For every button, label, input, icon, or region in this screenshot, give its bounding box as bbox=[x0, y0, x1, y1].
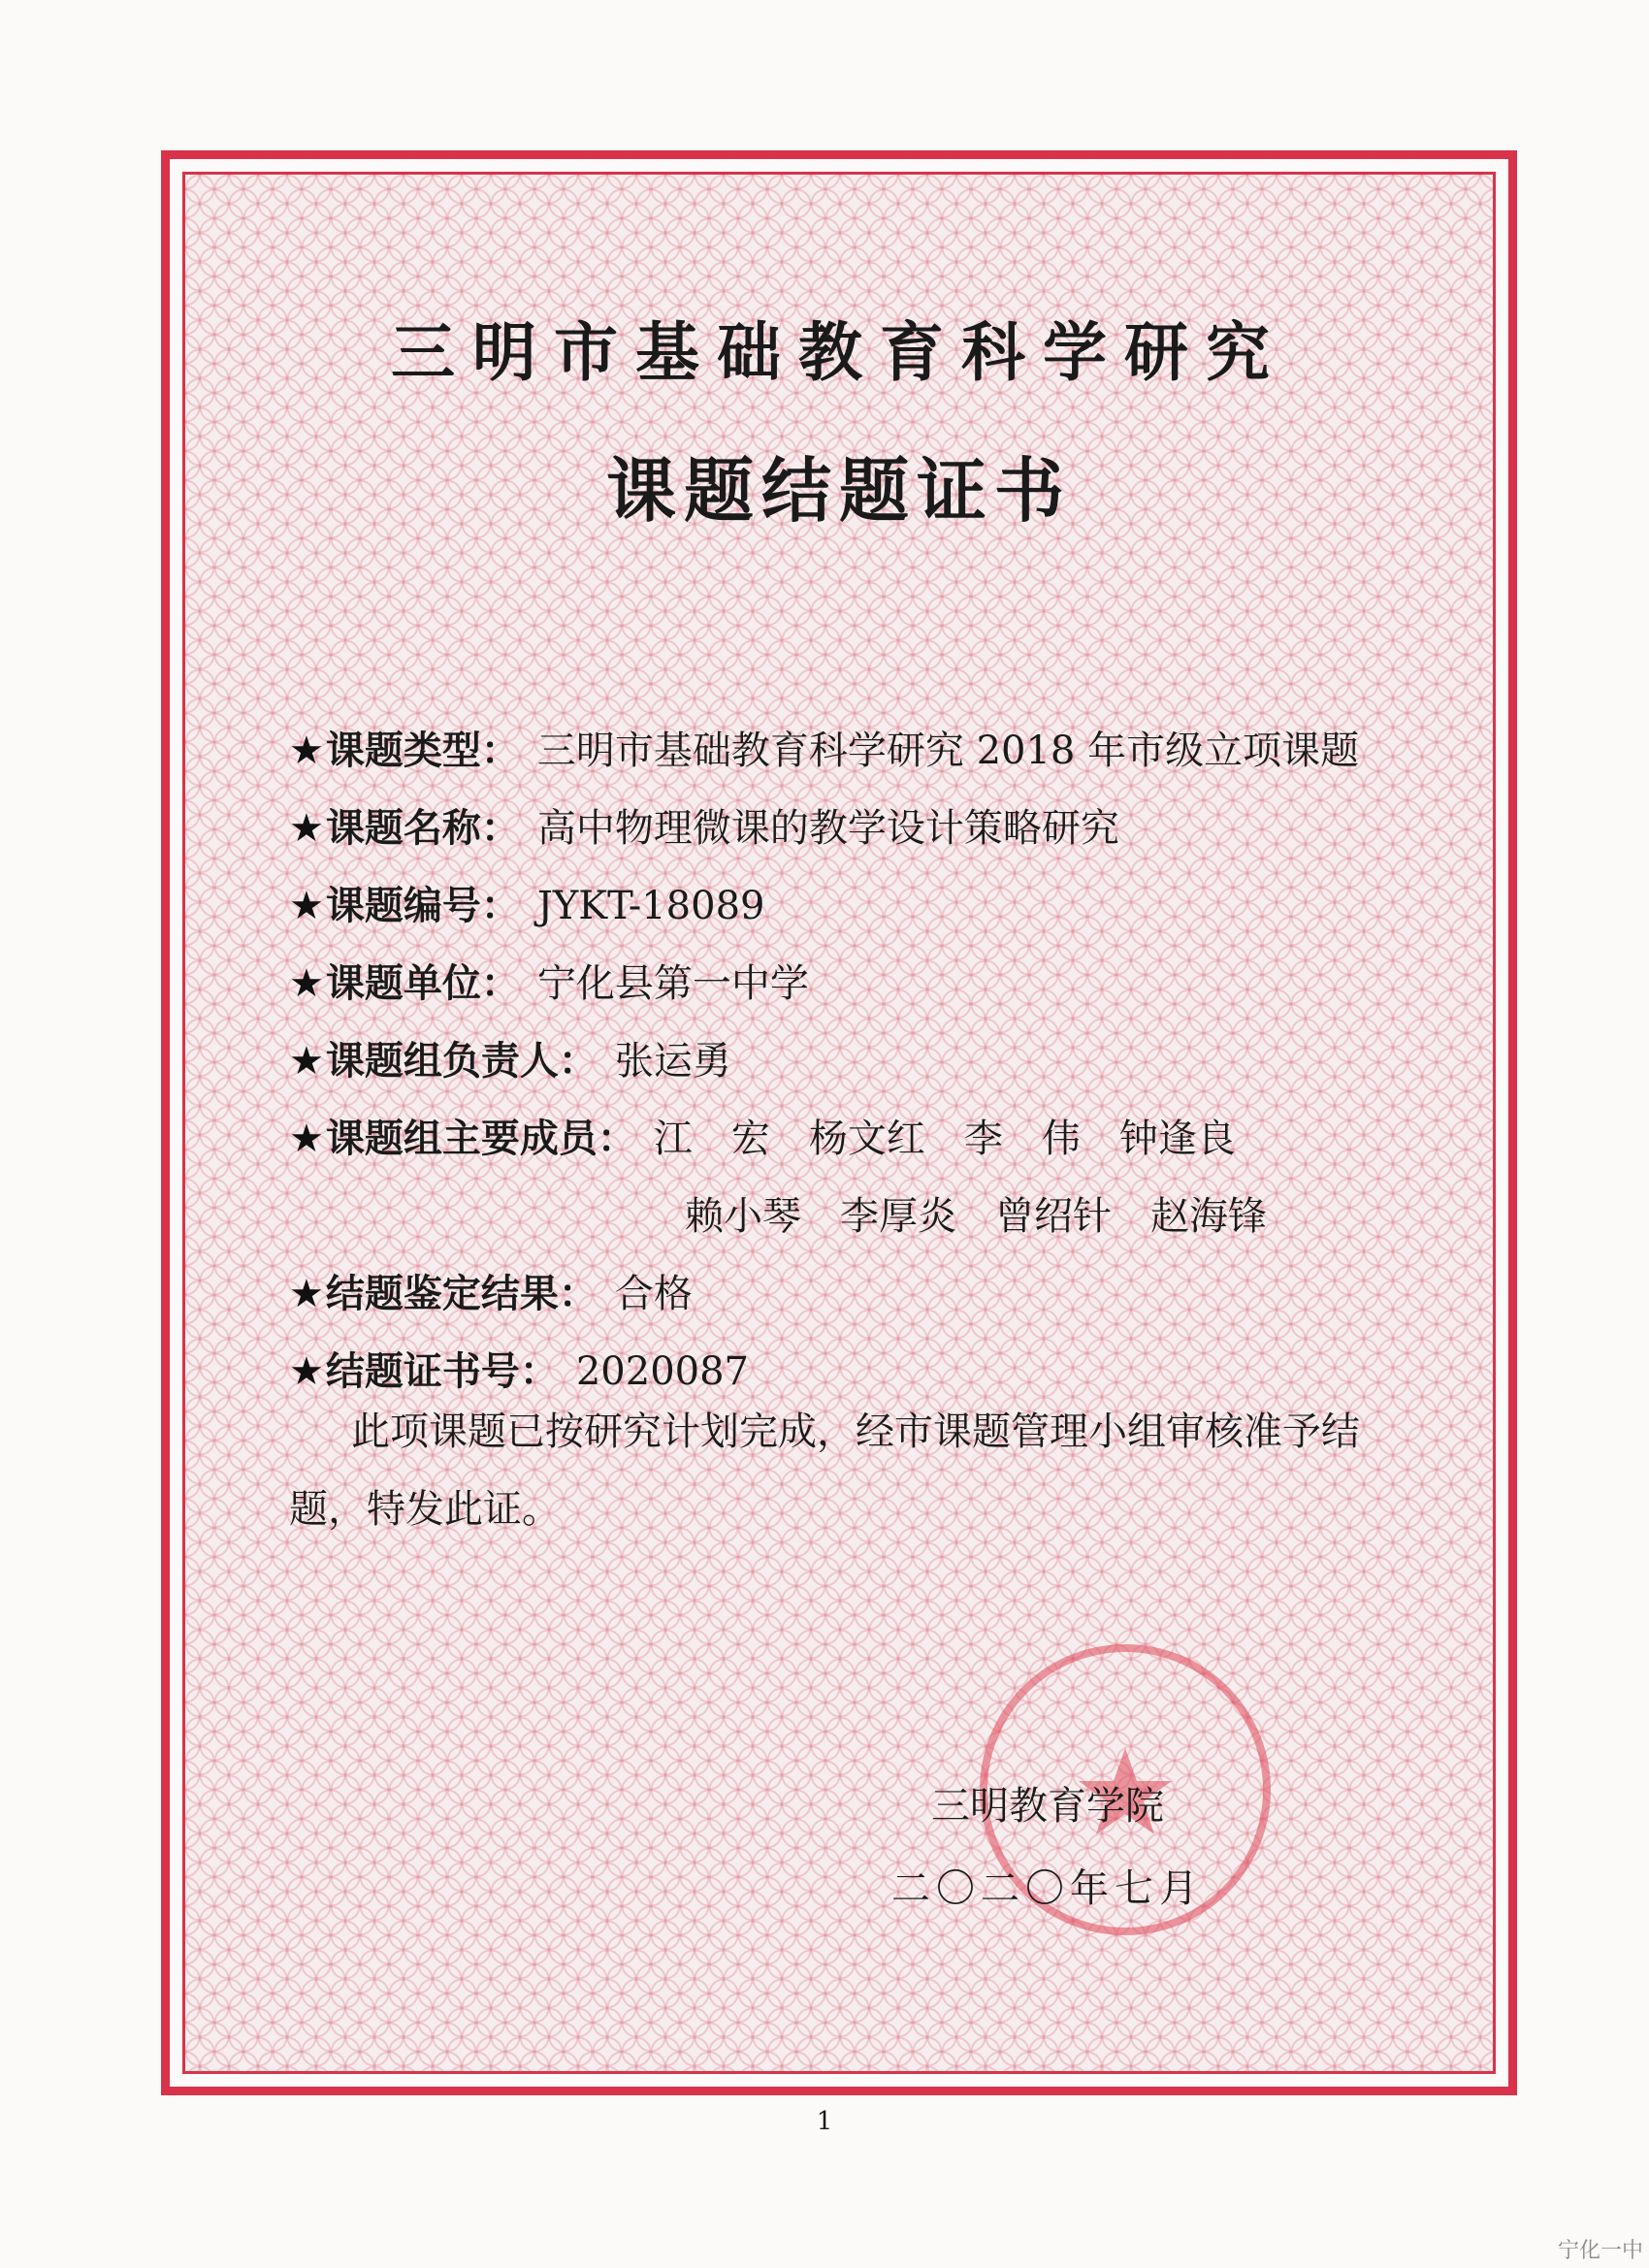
field-code bbox=[289, 875, 1414, 953]
star-icon: ★ bbox=[289, 729, 324, 773]
field-label: 课题组主要成员： bbox=[325, 1117, 636, 1161]
certificate-fields bbox=[289, 720, 1414, 1418]
field-value: 宁化县第一中学 bbox=[536, 961, 809, 1006]
certificate-title-line1: 三明市基础教育科学研究 bbox=[391, 314, 1287, 390]
member-name: 钟逢良 bbox=[1118, 1117, 1236, 1161]
field-label: 课题类型： bbox=[325, 729, 520, 773]
members-row2 bbox=[289, 1185, 1414, 1263]
star-icon: ★ bbox=[289, 1117, 324, 1161]
member-name: 杨文红 bbox=[808, 1117, 925, 1161]
member-name: 赵海锋 bbox=[1150, 1194, 1267, 1239]
issue-date: 二〇二〇年七月 bbox=[891, 1866, 1204, 1911]
star-icon: ★ bbox=[289, 1039, 324, 1084]
field-label: 课题组负责人： bbox=[325, 1039, 598, 1084]
member-name: 李 伟 bbox=[963, 1117, 1081, 1161]
field-unit bbox=[289, 953, 1414, 1030]
certificate-body-text: 此项课题已按研究计划完成，经市课题管理小组审核准予结题，特发此证。 bbox=[289, 1409, 1360, 1532]
page-number: 1 bbox=[816, 2107, 833, 2136]
field-value: 高中物理微课的教学设计策略研究 bbox=[536, 806, 1119, 851]
field-type bbox=[289, 720, 1414, 797]
field-label: 课题单位： bbox=[325, 961, 520, 1006]
member-name: 李厚炎 bbox=[840, 1194, 956, 1239]
field-value: 合格 bbox=[614, 1272, 693, 1316]
watermark-text: 宁化一中 bbox=[1557, 2239, 1643, 2263]
field-label: 课题编号： bbox=[325, 884, 520, 928]
certificate-title-line2: 课题结题证书 bbox=[605, 449, 1072, 532]
members-row1 bbox=[654, 1117, 1275, 1161]
member-name: 赖小琴 bbox=[685, 1194, 801, 1239]
field-value: 2020087 bbox=[575, 1349, 750, 1394]
star-icon: ★ bbox=[289, 884, 324, 928]
field-label: 课题名称： bbox=[325, 806, 520, 851]
field-label: 结题鉴定结果： bbox=[325, 1272, 598, 1316]
star-icon: ★ bbox=[289, 806, 324, 851]
issuer-name: 三明教育学院 bbox=[931, 1784, 1164, 1829]
star-icon: ★ bbox=[289, 1272, 324, 1316]
field-leader bbox=[289, 1030, 1414, 1108]
member-name: 曾绍针 bbox=[995, 1194, 1112, 1239]
field-members bbox=[289, 1108, 1414, 1185]
star-icon: ★ bbox=[289, 961, 324, 1006]
star-icon: ★ bbox=[289, 1349, 324, 1394]
member-name: 江 宏 bbox=[653, 1117, 770, 1161]
field-value: 三明市基础教育科学研究 2018 年市级立项课题 bbox=[536, 729, 1360, 773]
field-result bbox=[289, 1263, 1414, 1341]
field-name bbox=[289, 797, 1414, 875]
field-value: JYKT-18089 bbox=[536, 884, 765, 928]
field-value: 张运勇 bbox=[614, 1039, 731, 1084]
field-label: 结题证书号： bbox=[325, 1349, 559, 1394]
